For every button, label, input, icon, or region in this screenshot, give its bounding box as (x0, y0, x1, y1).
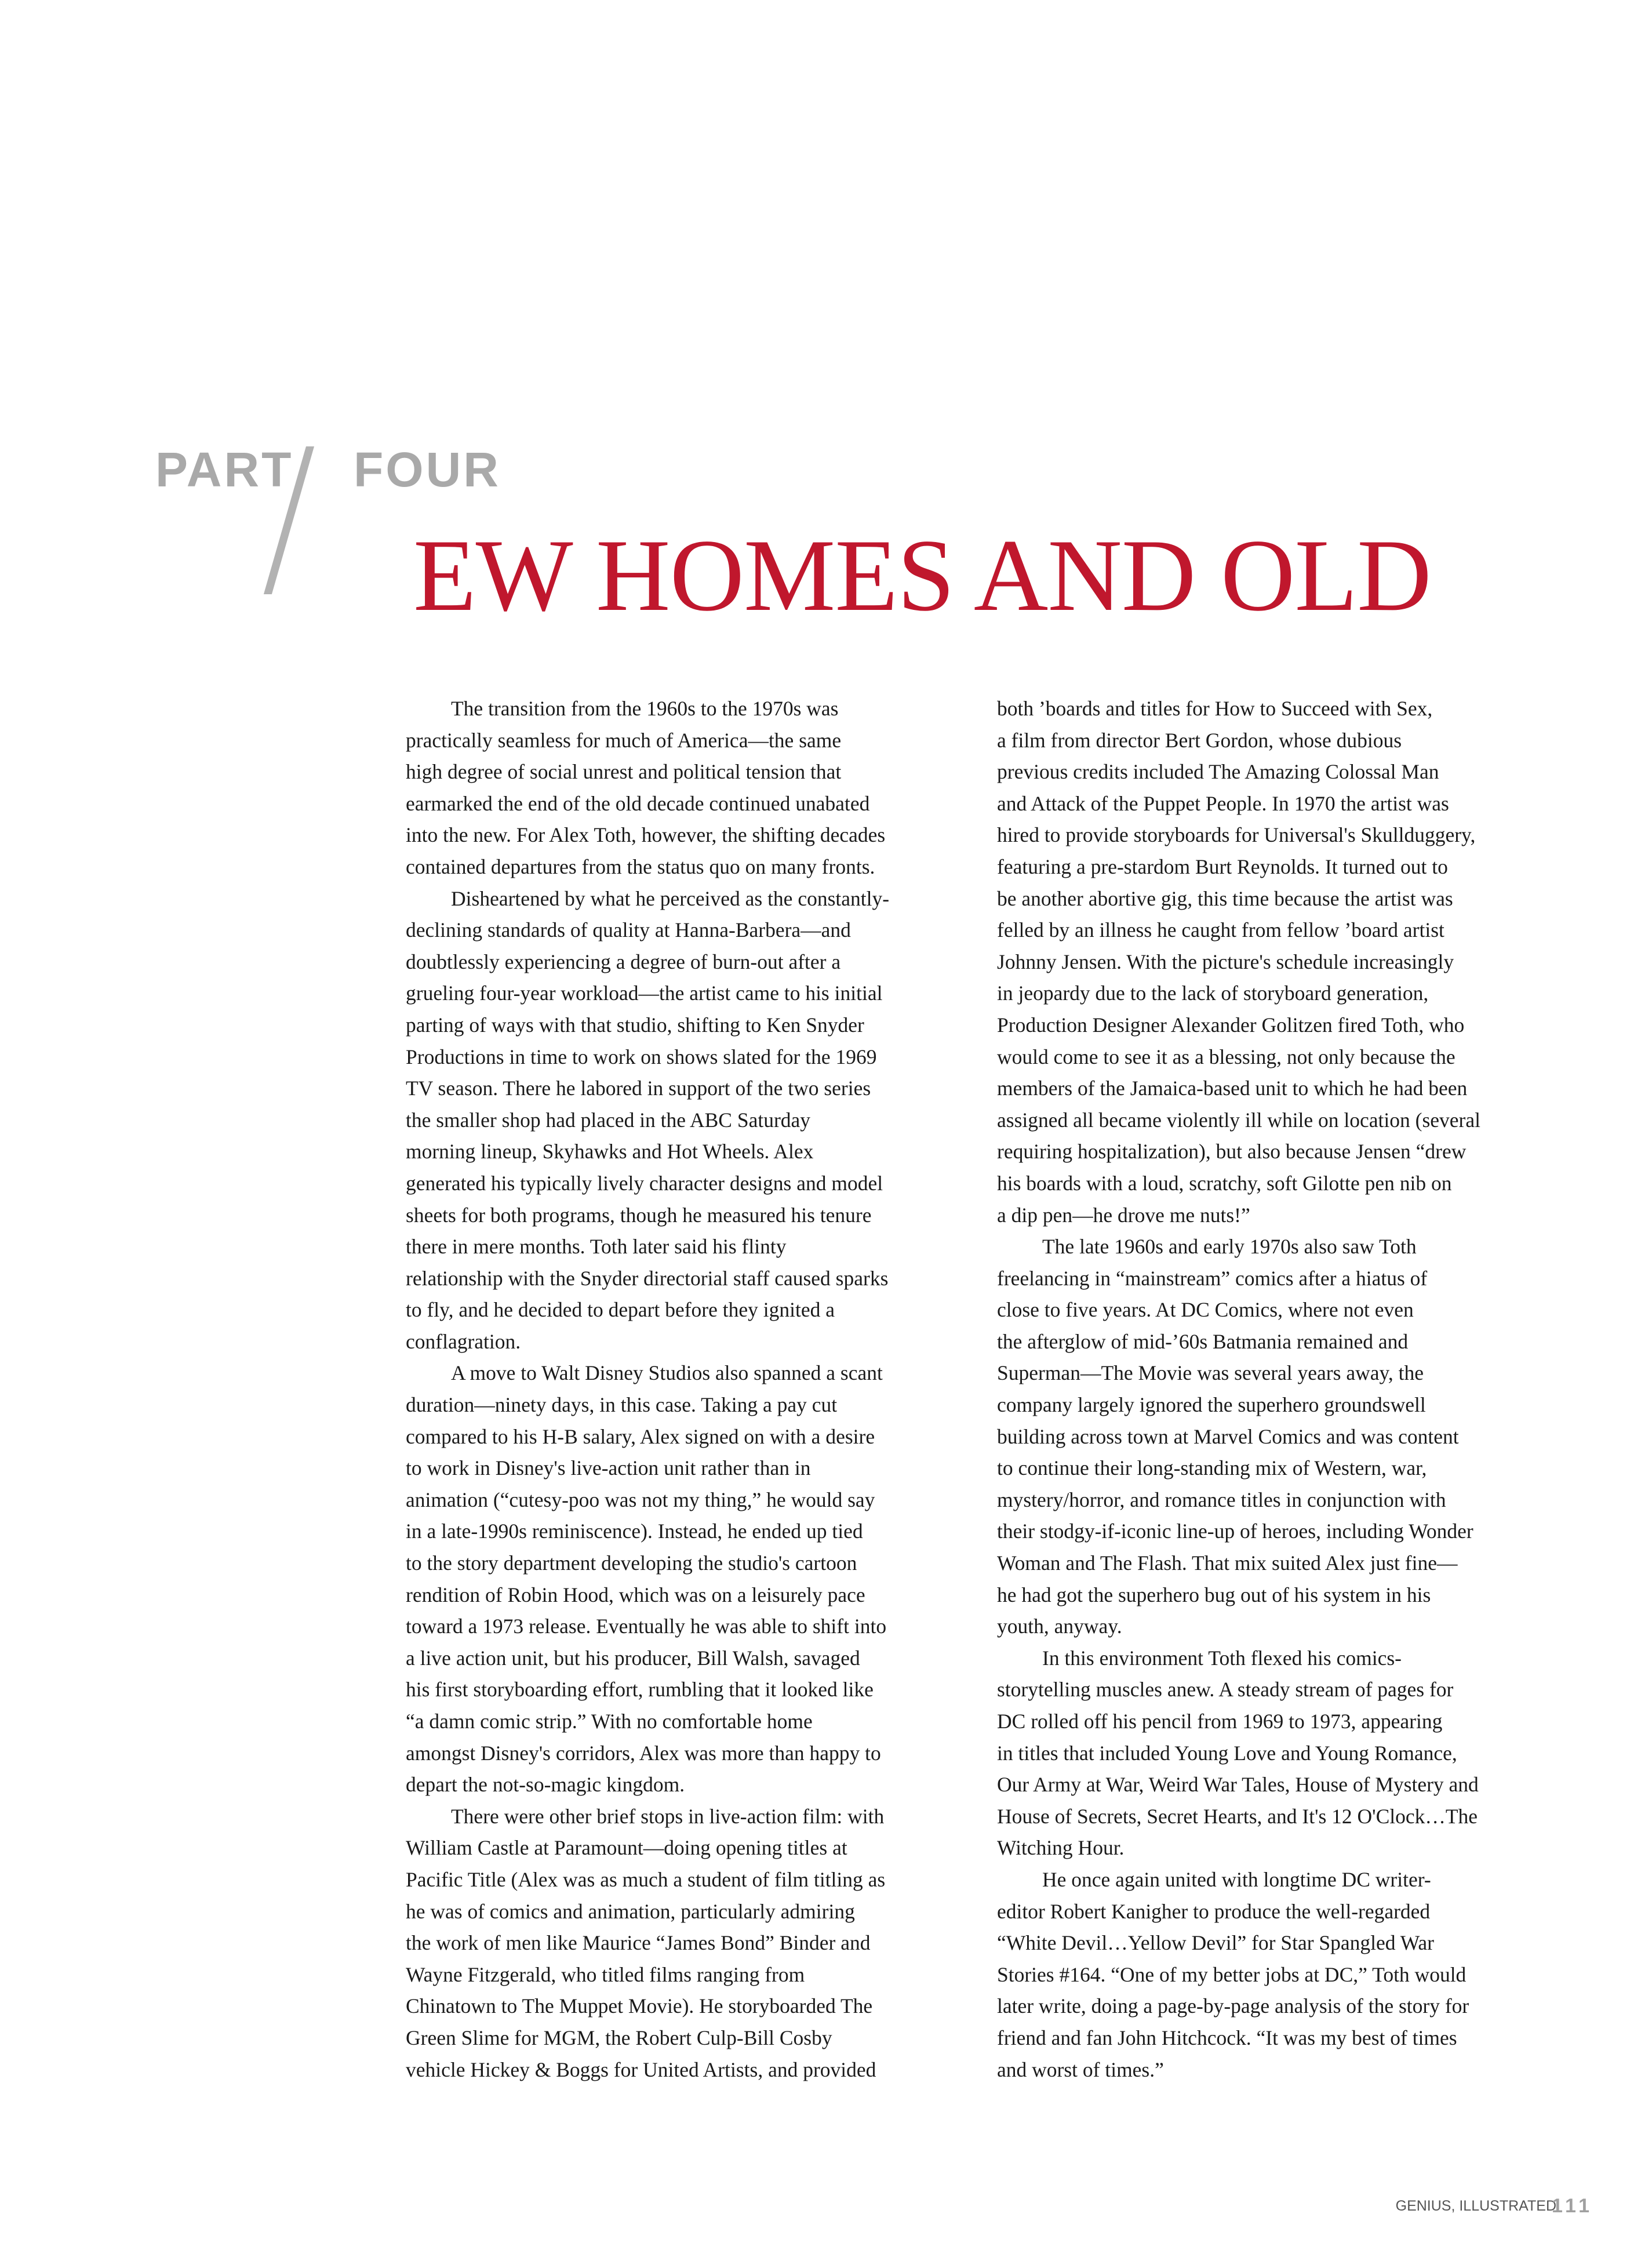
text-line: would come to see it as a blessing, not only because the (997, 1045, 1455, 1068)
text-line: morning lineup, Skyhawks and Hot Wheels. Alex (406, 1140, 814, 1164)
text-line: rendition of Robin Hood, which was on a leisurely pace (406, 1583, 865, 1606)
text-line: “a damn comic strip.” With no comfortable home (406, 1710, 813, 1733)
text-line: animation (“cutesy-poo was not my thing,” he would say (406, 1488, 875, 1511)
text-line: company largely ignored the superhero groundswell (997, 1393, 1426, 1417)
text-line: hired to provide storyboards for Universal's Skullduggery, (997, 823, 1476, 847)
text-line: in jeopardy due to the lack of storyboard generation, (997, 982, 1429, 1005)
part-label-word1: PART (155, 442, 294, 497)
text-line: friend and fan John Hitchcock. “It was my best of times (997, 2026, 1457, 2049)
text-line: to fly, and he decided to depart before they ignited a (406, 1298, 835, 1322)
text-line: there in mere months. Toth later said his flinty (406, 1235, 787, 1259)
text-line: the afterglow of mid-’60s Batmania remained and (997, 1329, 1409, 1353)
text-line: featuring a pre-stardom Burt Reynolds. It turned out to (997, 855, 1448, 878)
body-column-left (406, 693, 939, 2085)
text-line: relationship with the Snyder directorial staff caused sparks (406, 1266, 889, 1290)
text-line: to the story department developing the studio's cartoon (406, 1551, 857, 1575)
text-line: his boards with a loud, scratchy, soft Gilotte pen nib on (997, 1171, 1452, 1195)
text-line: parting of ways with that studio, shifting to Ken Snyder (406, 1013, 864, 1037)
body-column-right (997, 693, 1530, 2085)
text-line: a live action unit, but his producer, Bill Walsh, savaged (406, 1646, 860, 1670)
text-line: youth, anyway. (997, 1615, 1122, 1638)
text-line: his first storyboarding effort, rumbling that it looked like (406, 1678, 874, 1702)
text-line: felled by an illness he caught from fellow ’board artist (997, 918, 1444, 942)
text-line: TV season. There he labored in support of the two series (406, 1077, 871, 1100)
text-line: duration—ninety days, in this case. Taking a pay cut (406, 1393, 838, 1417)
text-line: The transition from the 1960s to the 1970s was (451, 697, 839, 720)
text-line: grueling four-year workload—the artist came to his initial (406, 982, 883, 1005)
text-line: vehicle Hickey & Boggs for United Artists, and provided (406, 2058, 876, 2081)
text-line: The late 1960s and early 1970s also saw Toth (1042, 1235, 1417, 1259)
text-line: the smaller shop had placed in the ABC Saturday (406, 1108, 811, 1132)
text-line: Productions in time to work on shows slated for the 1969 (406, 1045, 877, 1068)
text-line: mystery/horror, and romance titles in conjunction with (997, 1488, 1446, 1511)
text-line: Chinatown to The Muppet Movie). He storyboarded The (406, 1994, 873, 2018)
text-line: depart the not-so-magic kingdom. (406, 1773, 685, 1797)
text-line: their stodgy-if-iconic line-up of heroes, including Wonder (997, 1520, 1473, 1543)
text-line: Pacific Title (Alex was as much a student of film titling as (406, 1867, 886, 1891)
text-line: previous credits included The Amazing Colossal Man (997, 760, 1439, 784)
text-line: doubtlessly experiencing a degree of burn-out after a (406, 950, 841, 973)
text-line: Stories #164. “One of my better jobs at DC,” Toth would (997, 1962, 1467, 1986)
text-line: freelancing in “mainstream” comics after a hiatus of (997, 1266, 1428, 1290)
text-line: later write, doing a page-by-page analysis of the story for (997, 1994, 1469, 2018)
text-line: members of the Jamaica-based unit to which he had been (997, 1077, 1468, 1100)
text-line: Wayne Fitzgerald, who titled films ranging from (406, 1962, 805, 1986)
text-line: There were other brief stops in live-action film: with (451, 1804, 885, 1828)
text-line: Production Designer Alexander Golitzen fired Toth, who (997, 1013, 1465, 1037)
text-line: Witching Hour. (997, 1836, 1125, 1860)
text-line: He once again united with longtime DC writer- (1042, 1867, 1431, 1891)
text-line: sheets for both programs, though he measured his tenure (406, 1203, 872, 1227)
text-line: compared to his H-B salary, Alex signed on with a desire (406, 1424, 875, 1448)
text-line: be another abortive gig, this time because the artist was (997, 886, 1453, 910)
text-line: earmarked the end of the old decade continued unabated (406, 791, 870, 815)
chapter-title: EW HOMES AND OLD (413, 518, 1431, 633)
text-line: declining standards of quality at Hanna-Barbera—and (406, 918, 851, 942)
text-line: high degree of social unrest and political tension that (406, 760, 842, 784)
text-line: Our Army at War, Weird War Tales, House of Mystery and (997, 1773, 1479, 1797)
text-line: both ’boards and titles for How to Succeed with Sex, (997, 697, 1433, 720)
text-line: requiring hospitalization), but also because Jensen “drew (997, 1140, 1467, 1164)
text-line: Woman and The Flash. That mix suited Alex just fine— (997, 1551, 1458, 1575)
text-line: building across town at Marvel Comics and was content (997, 1424, 1459, 1448)
text-line: in titles that included Young Love and Young Romance, (997, 1741, 1457, 1765)
text-line: In this environment Toth flexed his comics- (1042, 1646, 1402, 1670)
part-label-word2: FOUR (354, 442, 501, 497)
text-line: he was of comics and animation, particularly admiring (406, 1899, 855, 1923)
text-line: generated his typically lively character designs and model (406, 1171, 883, 1195)
text-line: assigned all became violently ill while on location (several (997, 1108, 1480, 1132)
text-line: into the new. For Alex Toth, however, the shifting decades (406, 823, 886, 847)
text-line: amongst Disney's corridors, Alex was more than happy to (406, 1741, 881, 1765)
text-line: to continue their long-standing mix of Western, war, (997, 1456, 1427, 1480)
text-line: storytelling muscles anew. A steady stream of pages for (997, 1678, 1454, 1702)
text-line: to work in Disney's live-action unit rather than in (406, 1456, 811, 1480)
text-line: Superman—The Movie was several years away, the (997, 1361, 1424, 1385)
text-line: a dip pen—he drove me nuts!” (997, 1203, 1250, 1227)
text-line: and worst of times.” (997, 2058, 1164, 2081)
page-footer (0, 2191, 1652, 2220)
text-line: DC rolled off his pencil from 1969 to 1973, appearing (997, 1710, 1443, 1733)
text-line: House of Secrets, Secret Hearts, and It's 12 O'Clock…The (997, 1804, 1478, 1828)
text-line: Johnny Jensen. With the picture's schedule increasingly (997, 950, 1454, 973)
text-line: the work of men like Maurice “James Bond” Binder and (406, 1931, 871, 1955)
text-line: close to five years. At DC Comics, where not even (997, 1298, 1414, 1322)
text-line: practically seamless for much of America—the same (406, 728, 842, 752)
text-line: William Castle at Paramount—doing opening titles at (406, 1836, 847, 1860)
text-line: A move to Walt Disney Studios also spanned a scant (451, 1361, 883, 1385)
text-line: and Attack of the Puppet People. In 1970 the artist was (997, 791, 1449, 815)
text-line: “White Devil…Yellow Devil” for Star Spangled War (997, 1931, 1434, 1955)
text-line: contained departures from the status quo on many fronts. (406, 855, 875, 878)
text-line: in a late-1990s reminiscence). Instead, he ended up tied (406, 1520, 863, 1543)
text-line: he had got the superhero bug out of his system in his (997, 1583, 1431, 1606)
text-line: Disheartened by what he perceived as the constantly- (451, 886, 890, 910)
text-line: toward a 1973 release. Eventually he was able to shift into (406, 1615, 887, 1638)
text-line: conflagration. (406, 1329, 521, 1353)
page-number: 111 (1552, 2195, 1593, 2217)
footer-book-title: GENIUS, ILLUSTRATED (1395, 2198, 1556, 2214)
text-line: a film from director Bert Gordon, whose dubious (997, 728, 1402, 752)
text-line: editor Robert Kanigher to produce the well-regarded (997, 1899, 1431, 1923)
text-line: Green Slime for MGM, the Robert Culp-Bill Cosby (406, 2026, 832, 2049)
